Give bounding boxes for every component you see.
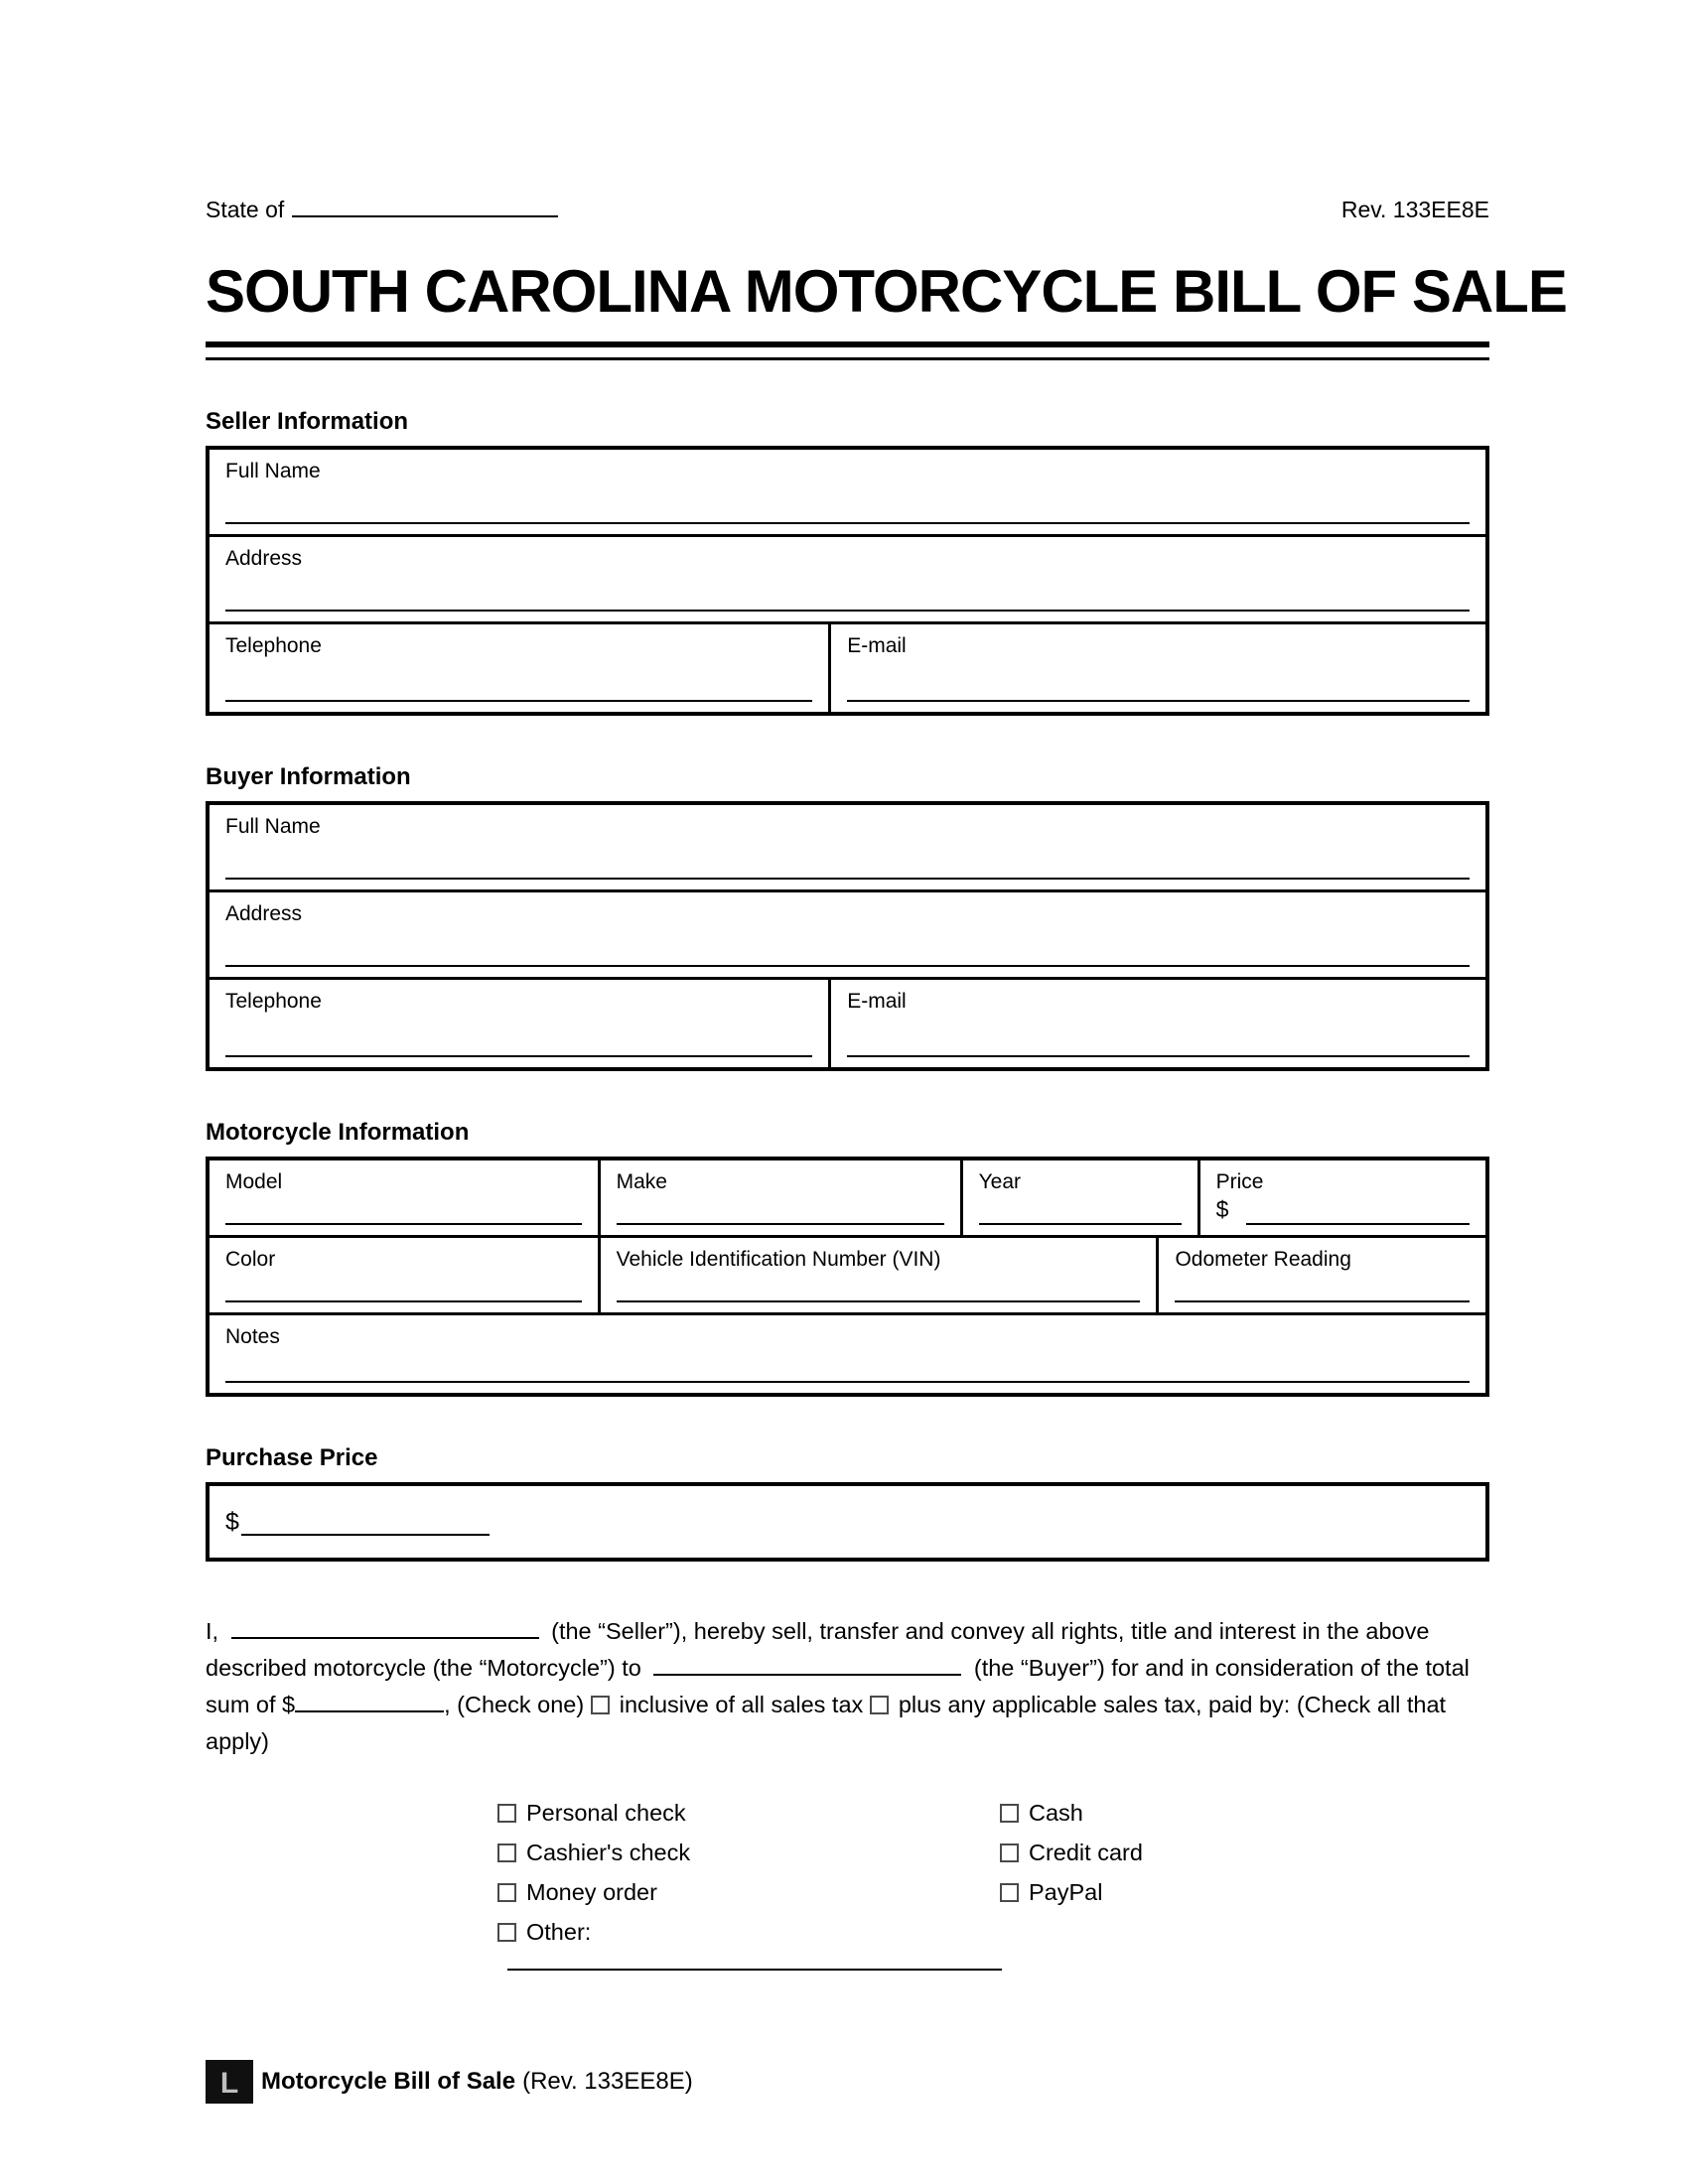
checkbox-cash[interactable] bbox=[1000, 1804, 1019, 1823]
revision-label: Rev. 133EE8E bbox=[1340, 197, 1489, 223]
other-label: Other: bbox=[526, 1919, 592, 1946]
cash-label: Cash bbox=[1029, 1800, 1083, 1827]
motorcycle-price-currency: $ bbox=[1215, 1196, 1229, 1223]
checkbox-money-order[interactable] bbox=[497, 1883, 516, 1902]
buyer-address-field bbox=[210, 892, 1485, 980]
seller-section bbox=[206, 408, 1489, 716]
buyer-address-label: Address bbox=[225, 902, 303, 926]
motorcycle-odometer-field bbox=[1156, 1238, 1485, 1312]
title-divider bbox=[206, 341, 1489, 360]
buyer-full-name-label: Full Name bbox=[225, 815, 321, 839]
motorcycle-year-line[interactable] bbox=[979, 1223, 1182, 1225]
buyer-address-line[interactable] bbox=[225, 965, 1470, 967]
state-blank-line[interactable] bbox=[292, 194, 558, 217]
motorcycle-make-line[interactable] bbox=[617, 1223, 944, 1225]
seller-address-field bbox=[210, 537, 1485, 624]
motorcycle-notes-line[interactable] bbox=[225, 1381, 1470, 1383]
seller-email-label: E-mail bbox=[847, 634, 907, 658]
motorcycle-box bbox=[206, 1157, 1489, 1397]
seller-full-name-label: Full Name bbox=[225, 460, 321, 483]
sale-statement bbox=[206, 1613, 1489, 1760]
statement-check-one: , (Check one) bbox=[444, 1692, 585, 1718]
seller-contact-row bbox=[210, 624, 1485, 712]
logo-letter: L bbox=[219, 2066, 239, 2100]
state-of-label: State of bbox=[206, 197, 285, 223]
payment-option-personal-check bbox=[497, 1800, 1000, 1827]
buyer-telephone-field bbox=[210, 980, 828, 1067]
motorcycle-odometer-label: Odometer Reading bbox=[1175, 1248, 1351, 1272]
payment-option-other bbox=[497, 1919, 1000, 1977]
motorcycle-model-label: Model bbox=[225, 1170, 283, 1194]
motorcycle-color-label: Color bbox=[225, 1248, 276, 1272]
option-inclusive-label: inclusive of all sales tax bbox=[619, 1692, 864, 1718]
payment-row-other bbox=[206, 1919, 1489, 1977]
header-row bbox=[206, 194, 1489, 223]
buyer-email-label: E-mail bbox=[847, 990, 907, 1014]
footer-revision: (Rev. 133EE8E) bbox=[522, 2067, 693, 2095]
buyer-contact-row bbox=[210, 980, 1485, 1067]
personal-check-label: Personal check bbox=[526, 1800, 686, 1827]
payment-option-cash bbox=[1000, 1800, 1083, 1827]
payment-option-money-order bbox=[497, 1879, 1000, 1906]
motorcycle-price-line[interactable] bbox=[1246, 1223, 1470, 1225]
buyer-full-name-line[interactable] bbox=[225, 878, 1470, 880]
buyer-email-field bbox=[828, 980, 1485, 1067]
footer bbox=[206, 2060, 1489, 2104]
motorcycle-notes-field bbox=[210, 1315, 1485, 1393]
seller-address-line[interactable] bbox=[225, 610, 1470, 612]
seller-telephone-line[interactable] bbox=[225, 700, 812, 702]
buyer-box bbox=[206, 801, 1489, 1071]
seller-full-name-field bbox=[210, 450, 1485, 537]
seller-heading: Seller Information bbox=[206, 408, 409, 436]
purchase-price-heading: Purchase Price bbox=[206, 1444, 378, 1472]
motorcycle-model-field bbox=[210, 1160, 598, 1235]
motorcycle-row-1 bbox=[210, 1160, 1485, 1238]
buyer-full-name-field bbox=[210, 805, 1485, 892]
credit-card-label: Credit card bbox=[1029, 1840, 1143, 1866]
motorcycle-vin-field bbox=[598, 1238, 1157, 1312]
motorcycle-model-line[interactable] bbox=[225, 1223, 582, 1225]
total-sum-blank[interactable] bbox=[295, 1688, 444, 1712]
payment-option-paypal bbox=[1000, 1879, 1102, 1906]
seller-telephone-field bbox=[210, 624, 828, 712]
payment-option-credit-card bbox=[1000, 1840, 1143, 1866]
payment-row-1 bbox=[206, 1800, 1489, 1827]
option-plus-label: plus any applicable sales tax, paid by: (Check all that apply) bbox=[206, 1692, 1447, 1755]
buyer-email-line[interactable] bbox=[847, 1055, 1470, 1057]
other-payment-blank[interactable] bbox=[507, 1946, 1002, 1971]
motorcycle-make-label: Make bbox=[616, 1170, 667, 1194]
buyer-name-blank[interactable] bbox=[653, 1651, 961, 1676]
seller-name-blank[interactable] bbox=[231, 1614, 539, 1639]
motorcycle-vin-line[interactable] bbox=[617, 1300, 1141, 1302]
seller-email-line[interactable] bbox=[847, 700, 1470, 702]
payment-row-2 bbox=[206, 1840, 1489, 1866]
motorcycle-vin-label: Vehicle Identification Number (VIN) bbox=[616, 1248, 941, 1272]
legaltemplates-logo-icon bbox=[206, 2060, 253, 2104]
motorcycle-color-field bbox=[210, 1238, 598, 1312]
motorcycle-odometer-line[interactable] bbox=[1175, 1300, 1470, 1302]
motorcycle-color-line[interactable] bbox=[225, 1300, 582, 1302]
checkbox-paypal[interactable] bbox=[1000, 1883, 1019, 1902]
seller-box bbox=[206, 446, 1489, 716]
purchase-price-box bbox=[206, 1482, 1489, 1562]
checkbox-credit-card[interactable] bbox=[1000, 1843, 1019, 1862]
motorcycle-notes-label: Notes bbox=[225, 1325, 280, 1349]
checkbox-personal-check[interactable] bbox=[497, 1804, 516, 1823]
motorcycle-section bbox=[206, 1119, 1489, 1397]
payment-methods bbox=[206, 1800, 1489, 1977]
motorcycle-heading: Motorcycle Information bbox=[206, 1119, 470, 1147]
seller-full-name-line[interactable] bbox=[225, 522, 1470, 524]
payment-option-cashiers-check bbox=[497, 1840, 1000, 1866]
checkbox-other[interactable] bbox=[497, 1923, 516, 1942]
motorcycle-year-field bbox=[960, 1160, 1197, 1235]
seller-telephone-label: Telephone bbox=[225, 634, 322, 658]
payment-row-3 bbox=[206, 1879, 1489, 1906]
paypal-label: PayPal bbox=[1029, 1879, 1103, 1906]
purchase-price-currency: $ bbox=[225, 1507, 239, 1536]
buyer-telephone-line[interactable] bbox=[225, 1055, 812, 1057]
checkbox-cashiers-check[interactable] bbox=[497, 1843, 516, 1862]
motorcycle-price-field bbox=[1197, 1160, 1485, 1235]
statement-seller-clause: (the “Seller”), hereby sell, transfer and convey all rights, title and interest in the above described motorcycle (the “Motorcycle”) to bbox=[206, 1618, 1430, 1682]
checkbox-plus-sales-tax[interactable] bbox=[870, 1696, 889, 1714]
seller-email-field bbox=[828, 624, 1485, 712]
statement-buyer-clause: (the “Buyer”) for and in consideration of the total sum of $ bbox=[206, 1655, 1470, 1718]
motorcycle-make-field bbox=[598, 1160, 960, 1235]
page-title: SOUTH CAROLINA MOTORCYCLE BILL OF SALE bbox=[206, 258, 1567, 326]
motorcycle-year-label: Year bbox=[978, 1170, 1021, 1194]
cashiers-check-label: Cashier's check bbox=[526, 1840, 691, 1866]
seller-address-label: Address bbox=[225, 547, 303, 571]
buyer-heading: Buyer Information bbox=[206, 763, 411, 791]
purchase-price-section bbox=[206, 1444, 1489, 1562]
buyer-telephone-label: Telephone bbox=[225, 990, 322, 1014]
state-of-line bbox=[206, 194, 558, 223]
footer-title: Motorcycle Bill of Sale bbox=[261, 2067, 516, 2095]
statement-intro: I, bbox=[206, 1618, 219, 1645]
money-order-label: Money order bbox=[526, 1879, 657, 1906]
purchase-price-line[interactable] bbox=[241, 1520, 490, 1536]
checkbox-inclusive-sales-tax[interactable] bbox=[591, 1696, 610, 1714]
motorcycle-price-label: Price bbox=[1215, 1170, 1264, 1194]
motorcycle-row-2 bbox=[210, 1238, 1485, 1315]
buyer-section bbox=[206, 763, 1489, 1071]
